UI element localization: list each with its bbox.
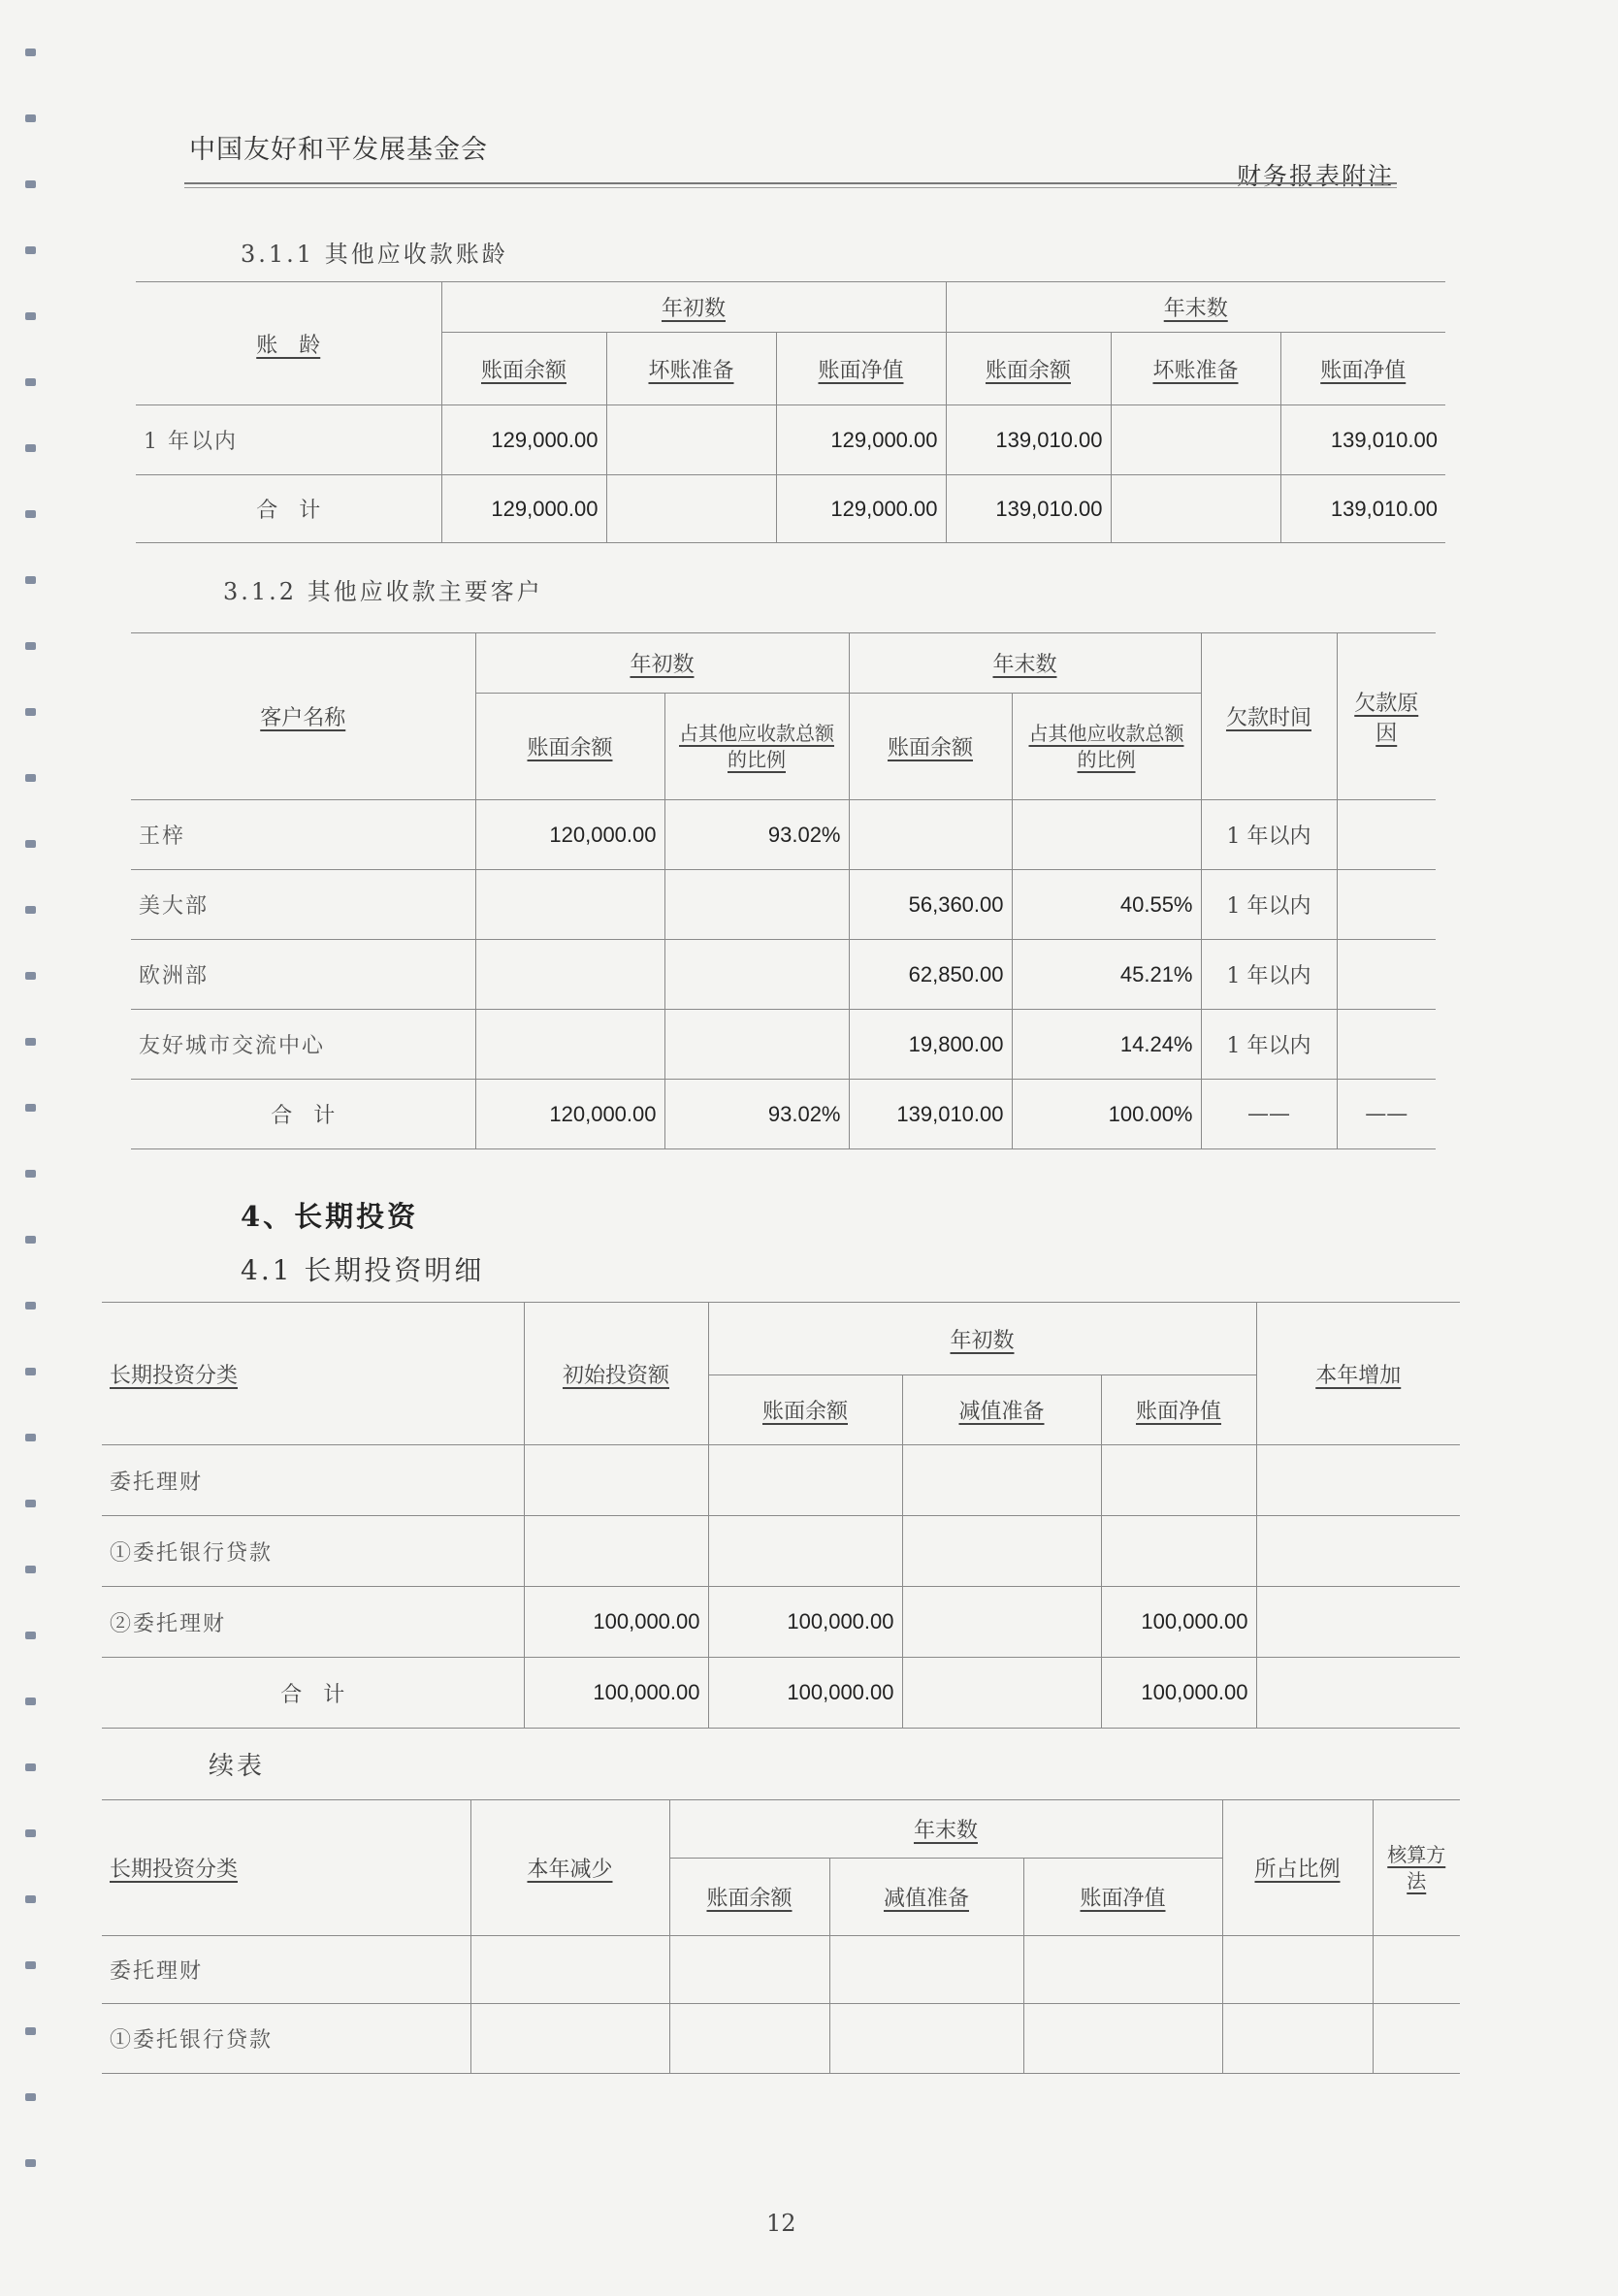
- cell: 14.24%: [1012, 1010, 1201, 1080]
- cell: [1337, 800, 1436, 870]
- cell: [1111, 475, 1280, 543]
- header-overdue-time: 欠款时间: [1201, 633, 1337, 800]
- long-term-investment-table: [102, 1302, 1460, 1729]
- table-row: [131, 800, 1436, 870]
- cell: 100.00%: [1012, 1080, 1201, 1149]
- cell: [1373, 1936, 1460, 2004]
- cell: 45.21%: [1012, 940, 1201, 1010]
- cell: [708, 1516, 902, 1587]
- subheader: 占其他应收款总额的比例: [664, 694, 849, 800]
- cell: [1256, 1658, 1460, 1729]
- row-label: 1 年以内: [136, 405, 441, 475]
- row-label: 王梓: [131, 800, 475, 870]
- cell: [1256, 1587, 1460, 1658]
- cell: 62,850.00: [849, 940, 1012, 1010]
- subheader: 账面余额: [946, 333, 1111, 405]
- cell: 129,000.00: [441, 405, 606, 475]
- cell: [708, 1445, 902, 1516]
- header-rule: [184, 182, 1397, 184]
- row-label: ①委托银行贷款: [102, 2004, 470, 2074]
- subheader: 账面余额: [849, 694, 1012, 800]
- cell: 139,010.00: [946, 405, 1111, 475]
- cell: 139,010.00: [1280, 405, 1445, 475]
- cell: [1023, 1936, 1222, 2004]
- cell: 120,000.00: [475, 800, 664, 870]
- row-label: 合 计: [131, 1080, 475, 1149]
- header-age: 账 龄: [136, 282, 441, 405]
- row-label: 欧洲部: [131, 940, 475, 1010]
- cell: [1337, 870, 1436, 940]
- table-row: [131, 940, 1436, 1010]
- cell: [669, 1936, 829, 2004]
- row-label: 友好城市交流中心: [131, 1010, 475, 1080]
- header-method: 核算方法: [1373, 1800, 1460, 1936]
- section-title-4-1: 4.1 长期投资明细: [241, 1254, 485, 1286]
- header-begin: 年初数: [475, 633, 849, 694]
- cell: 1 年以内: [1201, 800, 1337, 870]
- subheader: 账面余额: [669, 1859, 829, 1936]
- header-category: 长期投资分类: [102, 1303, 524, 1445]
- header-increase: 本年增加: [1256, 1303, 1460, 1445]
- cell: [1101, 1516, 1256, 1587]
- table-row: [102, 1936, 1460, 2004]
- table-row: [136, 475, 1445, 543]
- continued-table-title: 续表: [209, 1752, 266, 1781]
- aging-table: [136, 281, 1445, 543]
- cell: [1337, 940, 1436, 1010]
- cell: [475, 940, 664, 1010]
- section-title-4: 4、长期投资: [241, 1200, 419, 1233]
- cell: 100,000.00: [524, 1587, 708, 1658]
- cell: [475, 870, 664, 940]
- cell: [1337, 1010, 1436, 1080]
- header-ratio: 所占比例: [1222, 1800, 1373, 1936]
- row-label: 美大部: [131, 870, 475, 940]
- cell: 1 年以内: [1201, 870, 1337, 940]
- cell: [1111, 405, 1280, 475]
- cell: 93.02%: [664, 800, 849, 870]
- cell: [669, 2004, 829, 2074]
- subheader: 坏账准备: [606, 333, 776, 405]
- cell: [664, 870, 849, 940]
- table-row: [131, 870, 1436, 940]
- cell: [829, 2004, 1023, 2074]
- cell: [1256, 1445, 1460, 1516]
- cell: ——: [1201, 1080, 1337, 1149]
- cell: 100,000.00: [708, 1658, 902, 1729]
- header-overdue-reason: 欠款原因: [1337, 633, 1436, 800]
- table-row: [131, 1080, 1436, 1149]
- section-title-3-1-1: 3.1.1 其他应收款账龄: [241, 241, 508, 268]
- subheader: 账面净值: [1101, 1375, 1256, 1445]
- subheader: 账面净值: [1280, 333, 1445, 405]
- table-row: [102, 2004, 1460, 2074]
- cell: [1101, 1445, 1256, 1516]
- subheader: 账面余额: [441, 333, 606, 405]
- organization-name: 中国友好和平发展基金会: [189, 135, 488, 165]
- header-begin: 年初数: [708, 1303, 1256, 1375]
- cell: 129,000.00: [776, 475, 946, 543]
- cell: [606, 405, 776, 475]
- row-label: ②委托理财: [102, 1587, 524, 1658]
- header-end: 年末数: [849, 633, 1201, 694]
- subheader: 账面余额: [475, 694, 664, 800]
- cell: 100,000.00: [708, 1587, 902, 1658]
- cell: 1 年以内: [1201, 1010, 1337, 1080]
- cell: [475, 1010, 664, 1080]
- row-label: 合 计: [102, 1658, 524, 1729]
- subheader: 减值准备: [829, 1859, 1023, 1936]
- header-end: 年末数: [669, 1800, 1222, 1859]
- binder-holes: [25, 49, 39, 2225]
- table-row: [102, 1445, 1460, 1516]
- long-term-investment-table-continued: [102, 1799, 1460, 2074]
- subheader: 减值准备: [902, 1375, 1101, 1445]
- header-begin: 年初数: [441, 282, 946, 333]
- cell: ——: [1337, 1080, 1436, 1149]
- row-label: 委托理财: [102, 1936, 470, 2004]
- table-row: [102, 1587, 1460, 1658]
- cell: 129,000.00: [441, 475, 606, 543]
- cell: [664, 940, 849, 1010]
- cell: 139,010.00: [946, 475, 1111, 543]
- subheader: 坏账准备: [1111, 333, 1280, 405]
- header-initial: 初始投资额: [524, 1303, 708, 1445]
- customer-table: [131, 632, 1436, 1149]
- cell: 139,010.00: [1280, 475, 1445, 543]
- table-row: [102, 1516, 1460, 1587]
- row-label: ①委托银行贷款: [102, 1516, 524, 1587]
- cell: [606, 475, 776, 543]
- table-row: [102, 1658, 1460, 1729]
- table-row: [136, 405, 1445, 475]
- page-number: 12: [766, 2210, 796, 2237]
- cell: [524, 1516, 708, 1587]
- header-end: 年末数: [946, 282, 1445, 333]
- header-category: 长期投资分类: [102, 1800, 470, 1936]
- cell: 19,800.00: [849, 1010, 1012, 1080]
- cell: 100,000.00: [1101, 1658, 1256, 1729]
- row-label: 委托理财: [102, 1445, 524, 1516]
- cell: [1222, 1936, 1373, 2004]
- cell: [902, 1658, 1101, 1729]
- cell: [1373, 2004, 1460, 2074]
- header-decrease: 本年减少: [470, 1800, 669, 1936]
- cell: 93.02%: [664, 1080, 849, 1149]
- cell: 40.55%: [1012, 870, 1201, 940]
- table-row: [131, 1010, 1436, 1080]
- cell: 1 年以内: [1201, 940, 1337, 1010]
- cell: [470, 1936, 669, 2004]
- cell: [664, 1010, 849, 1080]
- cell: 100,000.00: [1101, 1587, 1256, 1658]
- cell: [524, 1445, 708, 1516]
- header-rule-thin: [184, 187, 1397, 188]
- cell: [849, 800, 1012, 870]
- subheader: 账面净值: [776, 333, 946, 405]
- report-title: 财务报表附注: [1237, 162, 1395, 190]
- cell: [1256, 1516, 1460, 1587]
- cell: 100,000.00: [524, 1658, 708, 1729]
- cell: [902, 1587, 1101, 1658]
- subheader: 账面余额: [708, 1375, 902, 1445]
- section-title-3-1-2: 3.1.2 其他应收款主要客户: [223, 578, 543, 605]
- cell: [1222, 2004, 1373, 2074]
- cell: 120,000.00: [475, 1080, 664, 1149]
- subheader: 占其他应收款总额的比例: [1012, 694, 1201, 800]
- cell: [902, 1445, 1101, 1516]
- subheader: 账面净值: [1023, 1859, 1222, 1936]
- cell: [1023, 2004, 1222, 2074]
- cell: 129,000.00: [776, 405, 946, 475]
- cell: 56,360.00: [849, 870, 1012, 940]
- cell: [829, 1936, 1023, 2004]
- row-label: 合 计: [136, 475, 441, 543]
- cell: 139,010.00: [849, 1080, 1012, 1149]
- cell: [902, 1516, 1101, 1587]
- cell: [470, 2004, 669, 2074]
- cell: [1012, 800, 1201, 870]
- header-customer: 客户名称: [131, 633, 475, 800]
